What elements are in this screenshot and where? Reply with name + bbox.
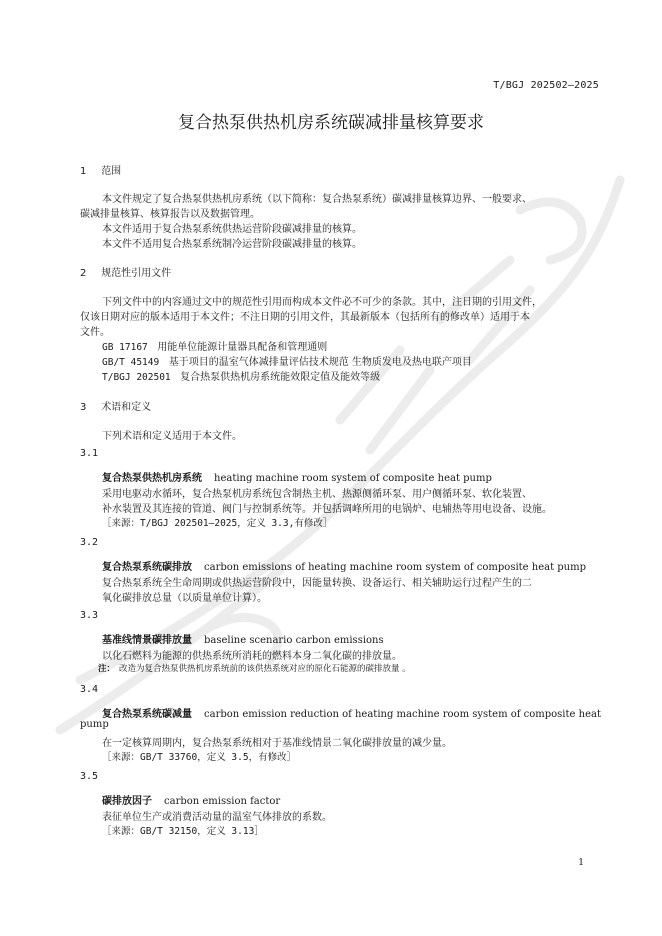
term-definition: 采用电驱动水循环，复合热泵机房系统包含制热主机、热源侧循环泵、用户侧循环泵、软化装置、	[102, 489, 532, 500]
term-en-continued: pump	[80, 719, 109, 730]
term-heading	[102, 631, 384, 646]
section-title: 规范性引用文件	[101, 268, 172, 279]
term-zh: 基准线情景碳排放量	[102, 635, 192, 646]
term-number: 3.2	[80, 537, 99, 548]
section-1-heading	[80, 162, 121, 177]
term-source: ［来源：T/BGJ 202501—2025，定义 3.3,有修改］	[102, 518, 333, 529]
term-zh: 复合热泵供热机房系统	[102, 473, 202, 484]
term-heading	[102, 792, 280, 807]
term-definition: 补水装置及其连接的管道、阀门与控制系统等。并包括调峰所用的电锅炉、电辅热等用电设备、设施。	[102, 504, 552, 515]
term-number: 3.3	[80, 610, 99, 621]
term-definition: 以化石燃料为能源的供热系统所消耗的燃料本身二氧化碳的排放量。	[102, 651, 402, 662]
term-en: carbon emission reduction of heating machine room system of composite heat	[204, 709, 601, 720]
term-source: ［来源：GB/T 33760，定义 3.5，有修改］	[102, 752, 297, 763]
term-zh: 复合热泵系统碳排放	[102, 562, 192, 573]
reference-item	[102, 338, 327, 353]
section-1-para-1a: 本文件规定了复合热泵供热机房系统（以下简称：复合热泵系统）碳减排量核算边界、一般要求、	[102, 194, 532, 205]
term-heading	[102, 469, 492, 484]
term-definition: 表征单位生产或消费活动量的温室气体排放的系数。	[102, 812, 332, 823]
term-en: heating machine room system of composite heat pump	[214, 473, 492, 484]
reference-name: 基于项目的温室气体减排量评估技术规范 生物质发电及热电联产项目	[168, 357, 472, 368]
term-definition: 氧化碳排放总量（以质量单位计算）。	[102, 593, 267, 604]
term-definition: 复合热泵系统全生命周期或供热运营阶段中，因能量转换、设备运行、相关辅助运行过程产生的二	[102, 578, 532, 589]
note-text: 改造为复合热泵供热机房系统前的该供热系统对应的原化石能源的碳排放量 。	[119, 664, 411, 674]
note-label: 注：	[98, 664, 116, 674]
term-number: 3.5	[80, 771, 99, 782]
term-source: ［来源：GB/T 32150，定义 3.13］	[102, 826, 264, 837]
reference-code: GB/T 45149	[102, 357, 160, 368]
section-number: 3	[80, 402, 87, 413]
term-heading	[102, 705, 601, 720]
reference-name: 复合热泵供热机房系统能效限定值及能效等级	[180, 372, 381, 383]
reference-code: T/BGJ 202501	[102, 372, 171, 383]
section-2-para-1c: 文件。	[80, 327, 110, 338]
section-title: 术语和定义	[101, 402, 152, 413]
page-number: 1	[578, 858, 584, 868]
section-2-para-1a: 下列文件中的内容通过文中的规范性引用而构成本文件必不可少的条款。其中，注日期的引用文件，	[102, 297, 542, 308]
section-1-para-2: 本文件适用于复合热泵系统供热运营阶段碳减排量的核算。	[102, 224, 362, 235]
term-en: carbon emission factor	[164, 796, 281, 807]
reference-code: GB 17167	[102, 342, 148, 353]
term-zh: 碳排放因子	[102, 796, 152, 807]
section-2-heading	[80, 264, 171, 279]
reference-name: 用能单位能源计量器具配备和管理通则	[157, 342, 328, 353]
reference-item	[102, 353, 472, 368]
reference-item	[102, 368, 380, 383]
section-3-heading	[80, 398, 151, 413]
section-2-para-1b: 仅该日期对应的版本适用于本文件；不注日期的引用文件，其最新版本（包括所有的修改单）适用于本	[80, 312, 530, 323]
term-definition: 在一定核算周期内，复合热泵系统相对于基准线情景二氧化碳排放量的减少量。	[102, 738, 452, 749]
section-title: 范围	[101, 166, 122, 177]
term-heading	[102, 558, 586, 573]
section-number: 2	[80, 268, 87, 279]
section-3-intro: 下列术语和定义适用于本文件。	[102, 431, 242, 442]
term-zh: 复合热泵系统碳减量	[102, 709, 192, 720]
term-note	[98, 662, 411, 674]
term-en: carbon emissions of heating machine room system of composite heat pump	[204, 562, 587, 573]
section-1-para-1b: 碳减排量核算、核算报告以及数据管理。	[80, 209, 260, 220]
section-number: 1	[80, 166, 87, 177]
section-1-para-3: 本文件不适用复合热泵系统制冷运营阶段碳减排量的核算。	[102, 239, 362, 250]
term-number: 3.4	[80, 684, 99, 695]
document-title: 复合热泵供热机房系统碳减排量核算要求	[178, 113, 484, 133]
term-en: baseline scenario carbon emissions	[204, 635, 384, 646]
standard-code: T/BGJ 202502—2025	[493, 80, 599, 91]
term-number: 3.1	[80, 448, 99, 459]
